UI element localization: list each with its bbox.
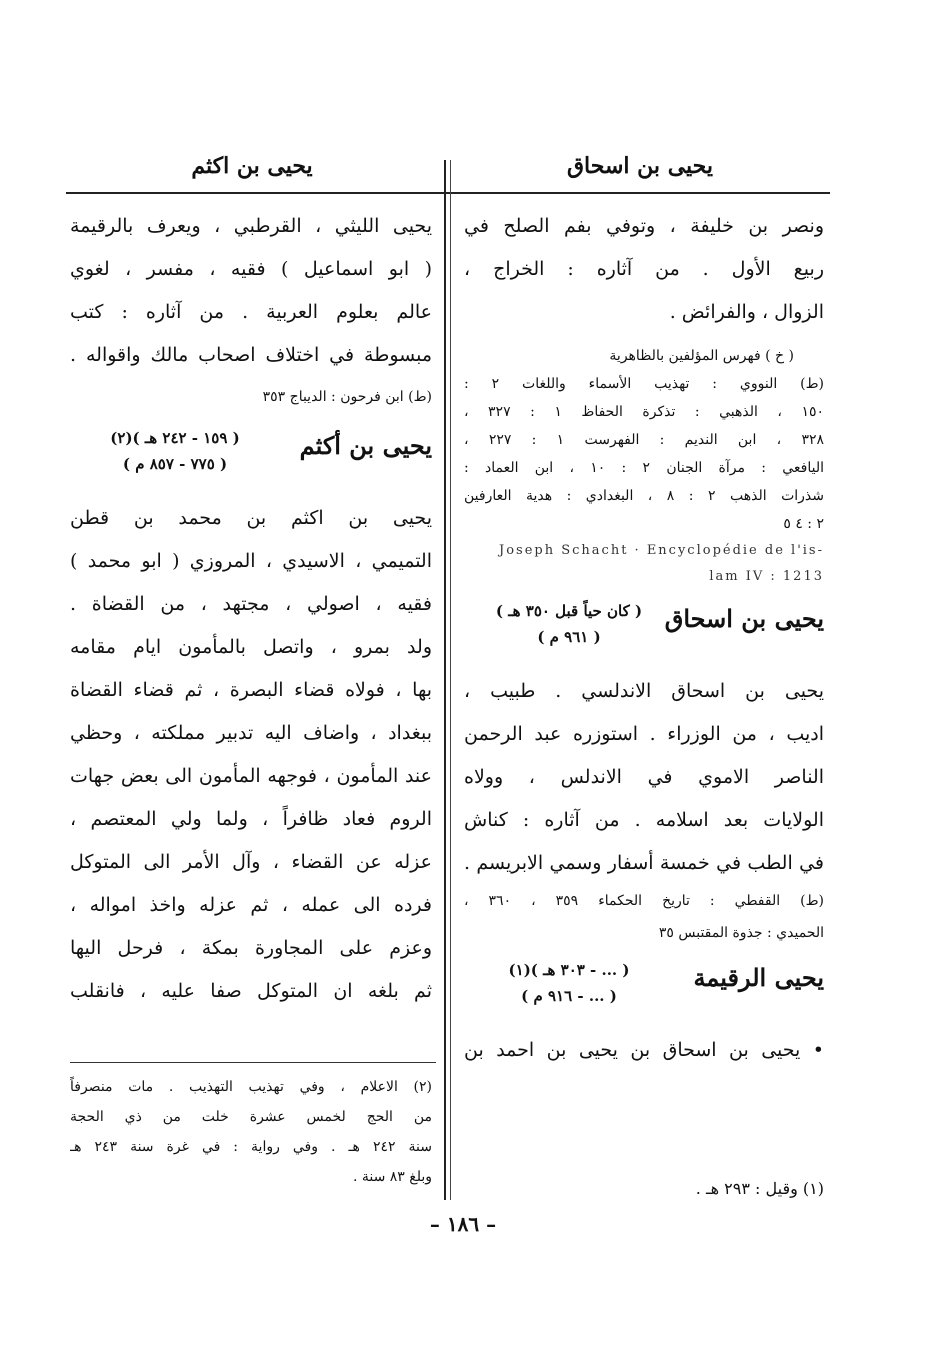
date-hijri: ( كان حياً قبل ٣٥٠ هـ ) bbox=[495, 602, 643, 620]
source-line: (ط) القفطي : تاريخ الحكماء ٣٥٩ ، ٣٦٠ ، bbox=[464, 893, 824, 909]
page-number: – ١٨٦ – bbox=[429, 1212, 497, 1236]
date-hijri: ( ... - ٣٠٣ هـ )(١) bbox=[508, 961, 630, 979]
text-line: الناصر الاموي في الاندلس ، وولاه bbox=[464, 766, 824, 788]
source-line: الحميدي : جذوة المقتبس ٣٥ bbox=[658, 925, 824, 941]
text-line: • يحيى بن اسحاق بن يحيى بن احمد بن bbox=[464, 1039, 824, 1061]
source-line: اليافعي : مرآة الجنان ٢ : ١٠ ، ابن العماد : bbox=[464, 460, 824, 476]
latin-source-line: lam IV : 1213 bbox=[709, 569, 824, 584]
footnote-left bbox=[70, 1072, 432, 1192]
text-line: يحيى الليثي ، القرطبي ، ويعرف بالرقيمة bbox=[70, 215, 432, 237]
column-divider bbox=[444, 160, 446, 1200]
footnote-line: (١) وقيل : ٢٩٣ هـ . bbox=[695, 1179, 824, 1198]
footnote-line: من الحج لخمس عشرة خلت من ذي الحجة bbox=[70, 1109, 432, 1125]
date-hijri: ( ١٥٩ - ٢٤٢ هـ )(٢) bbox=[110, 429, 240, 447]
entry-name: يحيى الرقيمة bbox=[693, 963, 824, 992]
text-line: التميمي ، الاسيدي ، المروزي ( ابو محمد ) bbox=[70, 550, 432, 572]
entry-name: يحيى بن أكثم bbox=[299, 431, 432, 460]
text-line: ولد بمرو ، واتصل بالمأمون ايام مقامه bbox=[70, 636, 432, 658]
text-line: عزله عن القضاء ، وآل الأمر الى المتوكل bbox=[70, 851, 432, 873]
text-line: فقيه ، اصولي ، مجتهد ، من القضاة . bbox=[70, 593, 432, 615]
right-column bbox=[464, 205, 824, 1072]
footnote-line: (٢) الاعلام ، وفي تهذيب التهذيب . مات منصرفاً bbox=[70, 1079, 432, 1095]
source-line: ٢ : ٤ ٥ bbox=[783, 516, 824, 532]
date-gregorian: ( ... - ٩١٦ م ) bbox=[521, 987, 617, 1005]
left-column bbox=[70, 205, 432, 1013]
text-line: في الطب في خمسة أسفار وسمي الابريسم . bbox=[464, 852, 824, 874]
footnote-rule bbox=[70, 1062, 436, 1063]
date-gregorian: ( ٧٧٥ - ٨٥٧ م ) bbox=[122, 455, 228, 473]
running-header-right: يحيى بن اسحاق bbox=[566, 153, 713, 179]
text-line: ثم بلغه ان المتوكل صفا عليه ، فانقلب bbox=[70, 980, 432, 1002]
source-line: (ط) النووي : تهذيب الأسماء واللغات ٢ : bbox=[464, 376, 824, 392]
text-line: عند المأمون ، فوجهه المأمون الى بعض جهات bbox=[70, 765, 432, 787]
latin-source-line: Joseph Schacht · Encyclopédie de l'is- bbox=[499, 543, 824, 558]
source-line: ١٥٠ ، الذهبي : تذكرة الحفاظ ١ : ٣٢٧ ، bbox=[464, 404, 824, 420]
text-line: اديب ، من الوزراء . استوزره عبد الرحمن bbox=[464, 723, 824, 745]
footnote-line: وبلغ ٨٣ سنة . bbox=[352, 1169, 432, 1185]
text-line: ( ابو اسماعيل ) فقيه ، مفسر ، لغوي bbox=[70, 258, 432, 280]
text-line: فرده الى عمله ، ثم عزله واخذ امواله ، bbox=[70, 894, 432, 916]
source-line: (ط) ابن فرحون : الديباج ٣٥٣ bbox=[262, 389, 432, 405]
entry-name: يحيى بن اسحاق bbox=[664, 604, 824, 633]
running-header-left: يحيى بن اكثم bbox=[191, 153, 313, 179]
entry-heading bbox=[464, 957, 824, 1023]
text-line: يحيى بن اكثم بن محمد بن قطن bbox=[70, 507, 432, 529]
text-line: عالم بعلوم العربية . من آثاره : كتب bbox=[70, 301, 432, 323]
entry-heading bbox=[464, 598, 824, 664]
source-line: ٣٢٨ ، ابن النديم : الفهرست ١ : ٢٢٧ ، bbox=[464, 432, 824, 448]
text-line: الزوال ، والفرائض . bbox=[669, 301, 824, 323]
entry-heading bbox=[70, 425, 432, 491]
text-line: بها ، فولاه قضاء البصرة ، ثم قضاء القضاة bbox=[70, 679, 432, 701]
text-line: ونصر بن خليفة ، وتوفي بفم الصلح في bbox=[464, 215, 824, 237]
footnote-line: سنة ٢٤٢ هـ . وفي رواية : في غرة سنة ٢٤٣ هـ bbox=[70, 1139, 432, 1155]
text-line: يحيى بن اسحاق الاندلسي . طبيب ، bbox=[464, 680, 824, 702]
text-line: ببغداد ، واضاف اليه تدبير مملكته ، وحظي bbox=[70, 722, 432, 744]
header-rule bbox=[66, 192, 830, 194]
source-line: ( خ ) فهرس المؤلفين بالظاهرية bbox=[609, 348, 794, 364]
date-gregorian: ( ٩٦١ م ) bbox=[537, 628, 601, 646]
text-line: الولايات بعد اسلامه . من آثاره : كناش bbox=[464, 809, 824, 831]
text-line: ربيع الأول . من آثاره : الخراج ، bbox=[464, 258, 824, 280]
text-line: مبسوطة في اختلاف اصحاب مالك واقواله . bbox=[70, 344, 432, 366]
column-divider-inner bbox=[450, 160, 451, 1200]
entry-dates bbox=[70, 425, 280, 477]
footnote-right bbox=[464, 1172, 824, 1206]
entry-dates bbox=[464, 957, 674, 1009]
source-line: شذرات الذهب ٢ : ٨ ، البغدادي : هدية العارفين bbox=[464, 488, 824, 504]
text-line: وعزم على المجاورة بمكة ، فرحل اليها bbox=[70, 937, 432, 959]
entry-dates bbox=[464, 598, 674, 650]
text-line: الروم فعاد ظافراً ، ولما ولي المعتصم ، bbox=[70, 808, 432, 830]
